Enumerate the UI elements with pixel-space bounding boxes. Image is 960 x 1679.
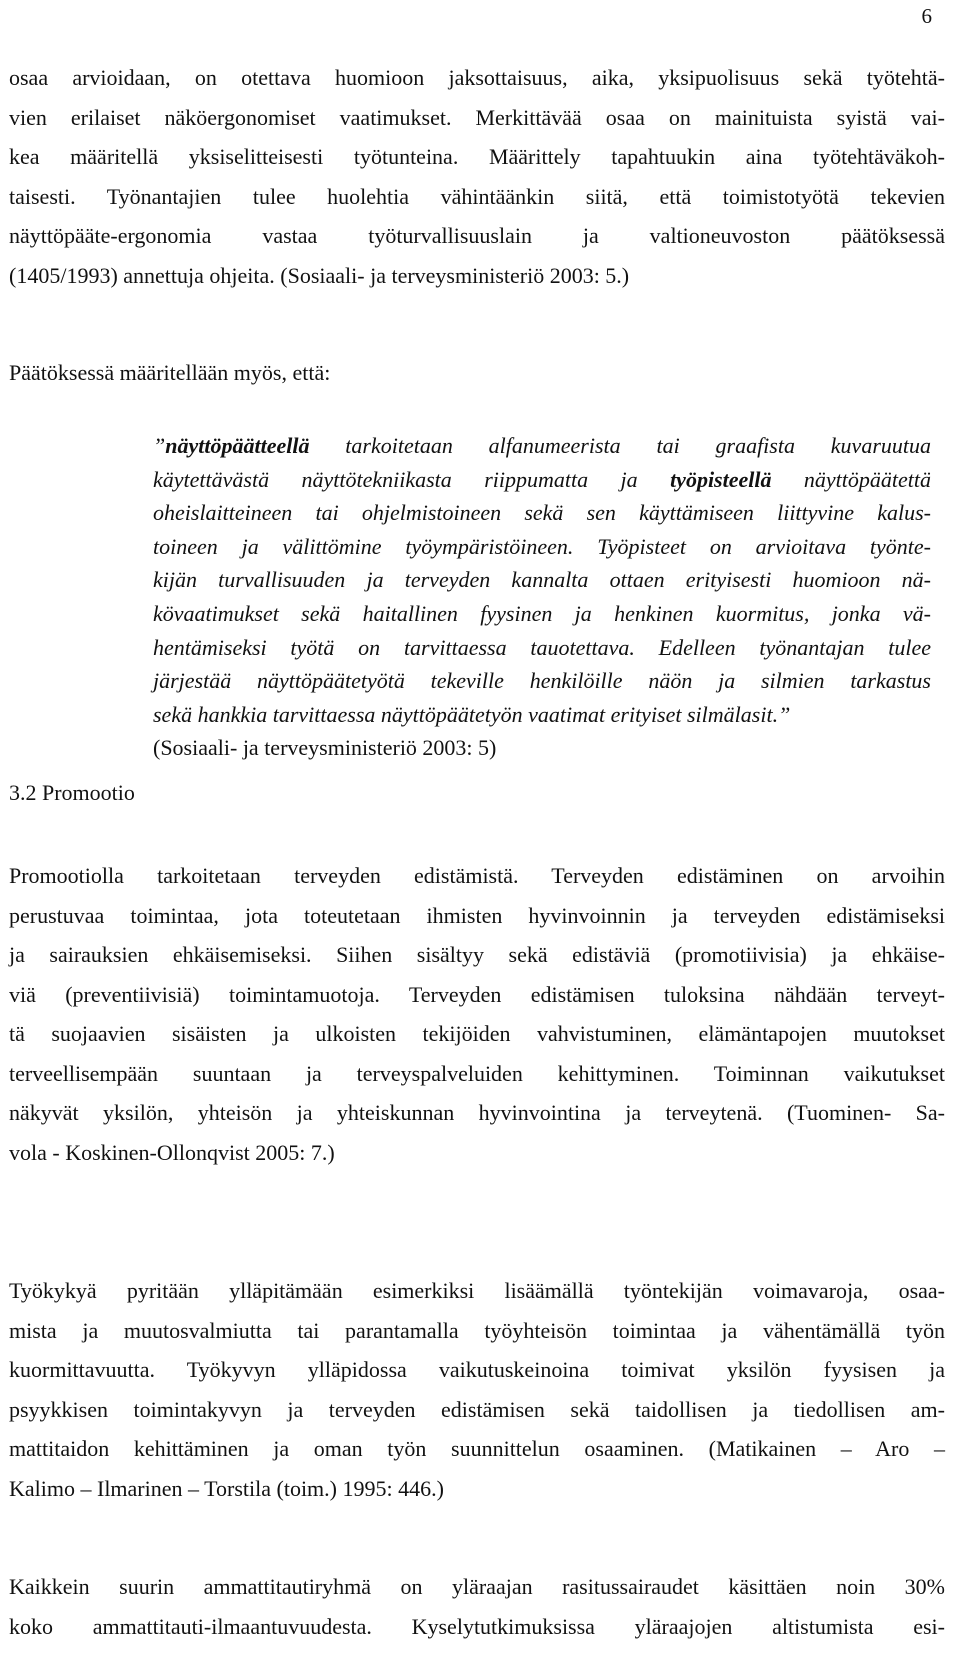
paragraph-line: Työkykyä pyritään ylläpitämään esimerkiksi lisäämällä työntekijän voimavaroja, osaa- (9, 1278, 945, 1303)
paragraph-line: kea määritellä yksiselitteisesti työtunteina. Määrittely tapahtuukin aina työtehtäväkoh- (9, 144, 945, 169)
paragraph-line: mattitaidon kehittäminen ja oman työn suunnittelun osaaminen. (Matikainen – Aro – (9, 1436, 945, 1461)
quote-text: näyttöpäätettä (771, 466, 931, 492)
quote-line: kövaatimukset sekä haitallinen fyysinen ja henkinen kuormitus, jonka vä- (153, 600, 931, 626)
paragraph-line: psyykkisen toimintakyvyn ja terveyden edistämisen sekä taidollisen ja tiedollisen am- (9, 1396, 945, 1422)
paragraph-line: Kaikkein suurin ammattitautiryhmä on yläraajan rasitussairaudet käsittäen noin 30% (9, 1574, 945, 1599)
paragraph-line: näkyvät yksilön, yhteisön ja yhteiskunnan hyvinvointina ja terveytenä. (Tuominen- Sa- (9, 1100, 945, 1125)
paragraph-line: mista ja muutosvalmiutta tai parantamalla työyhteisön toimintaa ja vähentämällä työn (9, 1317, 945, 1343)
paragraph-line: tä suojaavien sisäisten ja ulkoisten tekijöiden vahvistuminen, elämäntapojen muutokset (9, 1021, 945, 1046)
quote-line (153, 463, 931, 497)
quote-line: sekä hankkia tarvittaessa näyttöpäätetyön vaatimat erityiset silmälasit.” (153, 701, 791, 727)
paragraph-line: vien erilaiset näköergonomiset vaatimukset. Merkittävää osaa on mainituista syistä vai- (9, 104, 945, 130)
quote-line: oheislaitteineen tai ohjelmistoineen sekä sen käyttämiseen liittyvine kalus- (153, 500, 931, 526)
quote-open-mark: ” (153, 433, 166, 458)
paragraph-viewing-ergonomics (9, 58, 945, 295)
quote-line: hentämiseksi työtä on tarvittaessa tauotettava. Edelleen työnantajan tulee (153, 634, 931, 660)
quote-text: tarkoitetaan alfanumeerista tai graafista kuvaruutua (309, 433, 931, 458)
quote-line: kijän turvallisuuden ja terveyden kannalta ottaen erityisesti huomioon nä- (153, 567, 931, 593)
paragraph-line: perustuvaa toimintaa, jota toteutetaan ihmisten hyvinvoinnin ja terveyden edistämiseksi (9, 902, 945, 928)
paragraph-line: vola - Koskinen-Ollonqvist 2005: 7.) (9, 1139, 335, 1165)
paragraph-line: viä (preventiivisiä) toimintamuotoja. Terveyden edistämisen tuloksina nähdään terveyt- (9, 981, 945, 1007)
block-quote (153, 429, 931, 765)
paragraph-line: Promootiolla tarkoitetaan terveyden edistämistä. Terveyden edistäminen on arvoihin (9, 863, 945, 888)
paragraph-occupational-disease (9, 1567, 945, 1646)
paragraph-work-ability (9, 1271, 945, 1508)
term-naytopaate: näyttöpäätteellä (165, 433, 310, 458)
term-tyopiste: työpisteellä (670, 466, 772, 492)
paragraph-line: kuormittavuutta. Työkyvyn ylläpidossa vaikutuskeinoina toimivat yksilön fyysisen ja (9, 1357, 945, 1382)
section-heading: 3.2 Promootio (9, 780, 135, 805)
paragraph-line: taisesti. Työnantajien tulee huolehtia vähintäänkin siitä, että toimistotyötä tekevien (9, 183, 945, 209)
paragraph-line: näyttöpääte-ergonomia vastaa työturvallisuuslain ja valtioneuvoston päätöksessä (9, 223, 945, 248)
quote-text: käytettävästä näyttötekniikasta riippumatta ja (153, 466, 671, 492)
paragraph-line: Kalimo – Ilmarinen – Torstila (toim.) 1995: 446.) (9, 1475, 444, 1501)
paragraph-line: ja sairauksien ehkäisemiseksi. Siihen sisältyy sekä edistäviä (promotiivisia) ja ehkäise- (9, 942, 945, 967)
quote-line (153, 429, 931, 463)
page-number: 6 (921, 4, 932, 28)
quote-citation: (Sosiaali- ja terveysministeriö 2003: 5) (153, 735, 497, 761)
quote-line: toineen ja välittömine työympäristöineen. Työpisteet on arvioitava työnte- (153, 533, 931, 559)
paragraph-line: terveellisempään suuntaan ja terveyspalveluiden kehittyminen. Toiminnan vaikutukset (9, 1060, 945, 1086)
paragraph-line: osaa arvioidaan, on otettava huomioon jaksottaisuus, aika, yksipuolisuus sekä työtehtä- (9, 65, 945, 90)
quote-intro: Päätöksessä määritellään myös, että: (9, 360, 331, 385)
paragraph-line: koko ammattitauti-ilmaantuvuudesta. Kyselytutkimuksissa yläraajojen altistumista esi- (9, 1613, 945, 1639)
quote-line: järjestää näyttöpäätetyötä tekeville henkilöille näön ja silmien tarkastus (153, 668, 931, 694)
paragraph-promotion (9, 856, 945, 1172)
paragraph-line: (1405/1993) annettuja ohjeita. (Sosiaali- ja terveysministeriö 2003: 5.) (9, 262, 630, 288)
